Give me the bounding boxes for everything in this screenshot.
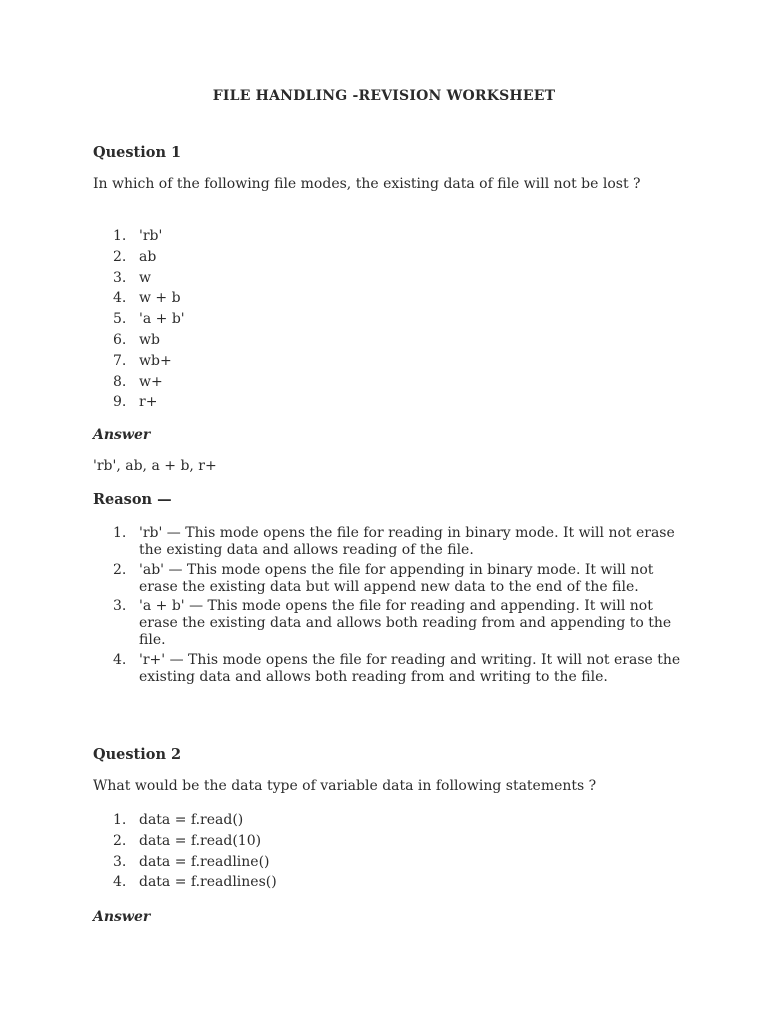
- question-1-answer-heading: Answer: [93, 427, 151, 443]
- list-item: 4. w + b: [113, 290, 181, 307]
- list-item: 1. 'rb': [113, 228, 163, 244]
- question-1-reasons: [93, 525, 683, 688]
- list-item: 3. 'a + b' — This mode opens the file for reading and appending. It will not erase the existing data and allows both reading from and appending to the file.: [113, 598, 672, 649]
- question-1-answer: 'rb', ab, a + b, r+: [93, 458, 217, 474]
- list-item: 5. 'a + b': [113, 311, 185, 328]
- list-item: 3. data = f.readline(): [113, 853, 270, 870]
- list-item: 2. ab: [113, 248, 157, 265]
- list-item: 9. r+: [113, 394, 158, 411]
- list-item: 4. data = f.readlines(): [113, 874, 277, 891]
- list-item: 3. w: [113, 269, 151, 286]
- question-2-text: What would be the data type of variable data in following statements ?: [93, 778, 597, 794]
- list-item: 6. wb: [113, 331, 160, 348]
- list-item: 1. 'rb' — This mode opens the file for reading in binary mode. It will not erase the existing data and allows reading of the file.: [113, 525, 675, 558]
- list-item: 1. data = f.read(): [113, 812, 244, 828]
- list-item: 4. 'r+' — This mode opens the file for reading and writing. It will not erase the existing data and allows both reading from and writing to the file.: [113, 651, 681, 685]
- list-item: 2. 'ab' — This mode opens the file for appending in binary mode. It will not erase the existing data but will append new data to the end of the file.: [113, 561, 654, 595]
- question-1-heading: Question 1: [93, 144, 182, 161]
- question-2-answer-heading: Answer: [93, 909, 151, 925]
- question-2-heading: Question 2: [93, 746, 182, 763]
- list-item: 2. data = f.read(10): [113, 832, 262, 849]
- list-item: 7. wb+: [113, 352, 172, 369]
- question-1-options: [93, 226, 683, 413]
- question-1-reason-heading: Reason —: [93, 491, 172, 508]
- list-item: 8. w+: [113, 373, 163, 390]
- question-2-options: [93, 810, 683, 893]
- question-1-text: In which of the following file modes, the existing data of file will not be lost ?: [93, 176, 641, 192]
- worksheet-title: FILE HANDLING -REVISION WORKSHEET: [212, 88, 556, 104]
